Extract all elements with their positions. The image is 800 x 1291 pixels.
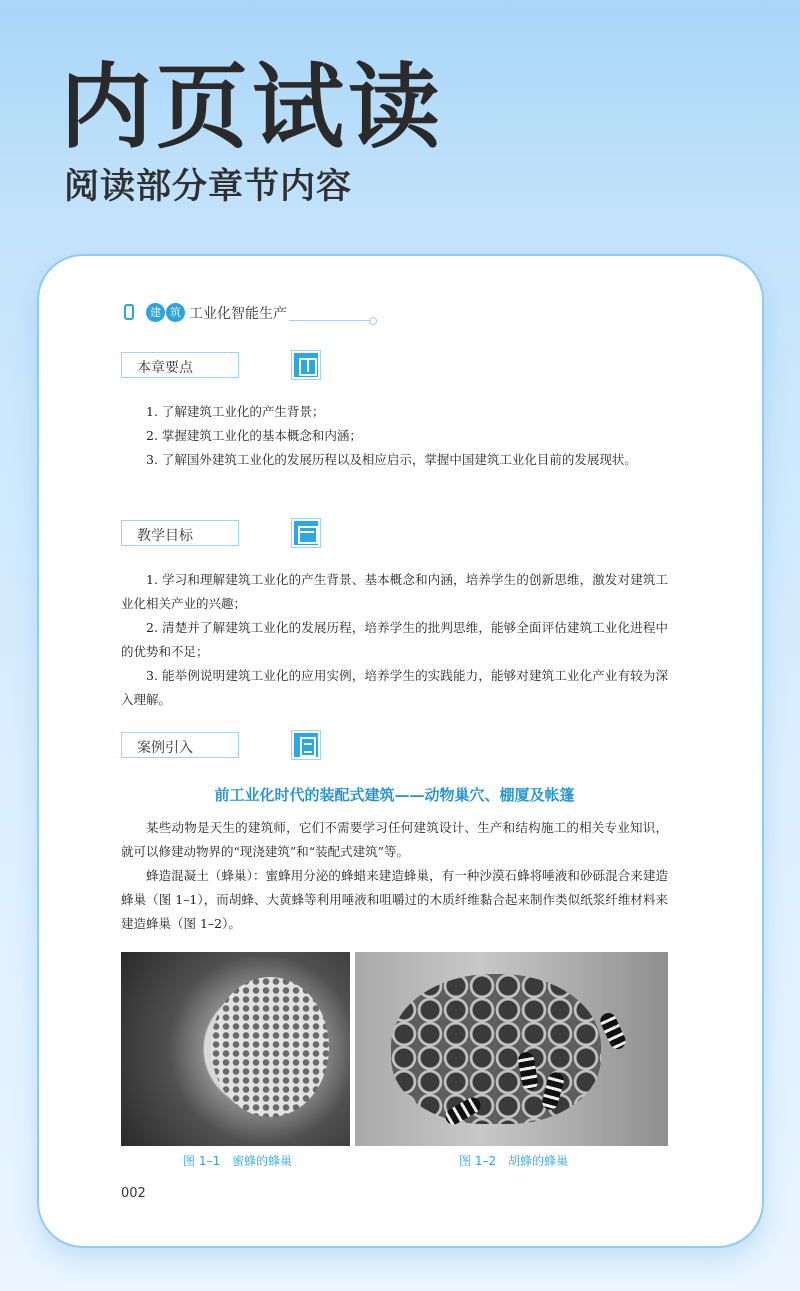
key-point-item: 2. 掌握建筑工业化的基本概念和内涵； xyxy=(146,428,362,443)
section-label-teaching-goals xyxy=(121,520,239,546)
wasp-comb-shape xyxy=(391,974,601,1124)
wasp-figure xyxy=(598,1010,629,1051)
page-number: 002 xyxy=(121,1186,146,1201)
section-label-text: 本章要点 xyxy=(137,360,193,376)
teaching-goal-item: 3. 能举例说明建筑工业化的应用实例，培养学生的实践能力，能够对建筑工业化产业有较为深入理解。 xyxy=(121,668,668,707)
header-divider xyxy=(289,320,371,321)
key-point-item: 3. 了解国外建筑工业化的发展历程以及相应启示，掌握中国建筑工业化目前的发展现状。 xyxy=(146,452,637,467)
document-icon xyxy=(292,731,320,759)
case-paragraph: 蜂造混凝土（蜂巢）：蜜蜂用分泌的蜂蜡来建造蜂巢，有一种沙漠石蜂将唾液和砂砾混合来建造蜂巢（图 1–1），而胡蜂、大黄蜂等利用唾液和咀嚼过的木质纤维黏合起来制作类似纸浆纤维材料来建造蜂巢（图 1–2）。 xyxy=(121,868,668,931)
section-label-text: 教学目标 xyxy=(137,528,193,544)
section-label-key-points xyxy=(121,352,239,378)
seal-icon: 筑 xyxy=(166,303,185,322)
section-label-text: 案例引入 xyxy=(137,740,193,756)
section-label-case-intro xyxy=(121,732,239,758)
figure-caption: 图 1–1 蜜蜂的蜂巢 xyxy=(183,1154,293,1168)
window-icon xyxy=(292,519,320,547)
hero-subtitle: 阅读部分章节内容 xyxy=(64,167,353,207)
case-title: 前工业化时代的装配式建筑——动物巢穴、棚厦及帐篷 xyxy=(214,786,575,804)
book-title: 工业化智能生产 xyxy=(189,306,287,322)
honeybee-nest-photo xyxy=(121,952,350,1146)
case-paragraph: 某些动物是天生的建筑师，它们不需要学习任何建筑设计、生产和结构施工的相关专业知识，就可以修建动物界的“现浇建筑”和“装配式建筑”等。 xyxy=(121,820,668,859)
hero-title: 内页试读 xyxy=(60,54,445,161)
page-preview-card xyxy=(37,254,764,1248)
key-point-item: 1. 了解建筑工业化的产生背景； xyxy=(146,404,325,419)
seal-icon: 建 xyxy=(146,303,165,322)
honeycomb-shape xyxy=(211,977,329,1117)
open-book-icon xyxy=(292,351,320,379)
header-dot-ornament xyxy=(369,317,377,325)
teaching-goal-item: 2. 清楚并了解建筑工业化的发展历程，培养学生的批判思维，能够全面评估建筑工业化进程中的优势和不足； xyxy=(121,620,668,659)
teaching-goal-item: 1. 学习和理解建筑工业化的产生背景、基本概念和内涵，培养学生的创新思维，激发对建筑工业化相关产业的兴趣； xyxy=(121,572,668,611)
phone-icon xyxy=(124,304,134,320)
figure-caption: 图 1–2 胡蜂的蜂巢 xyxy=(459,1154,569,1168)
wasp-nest-photo xyxy=(355,952,668,1146)
